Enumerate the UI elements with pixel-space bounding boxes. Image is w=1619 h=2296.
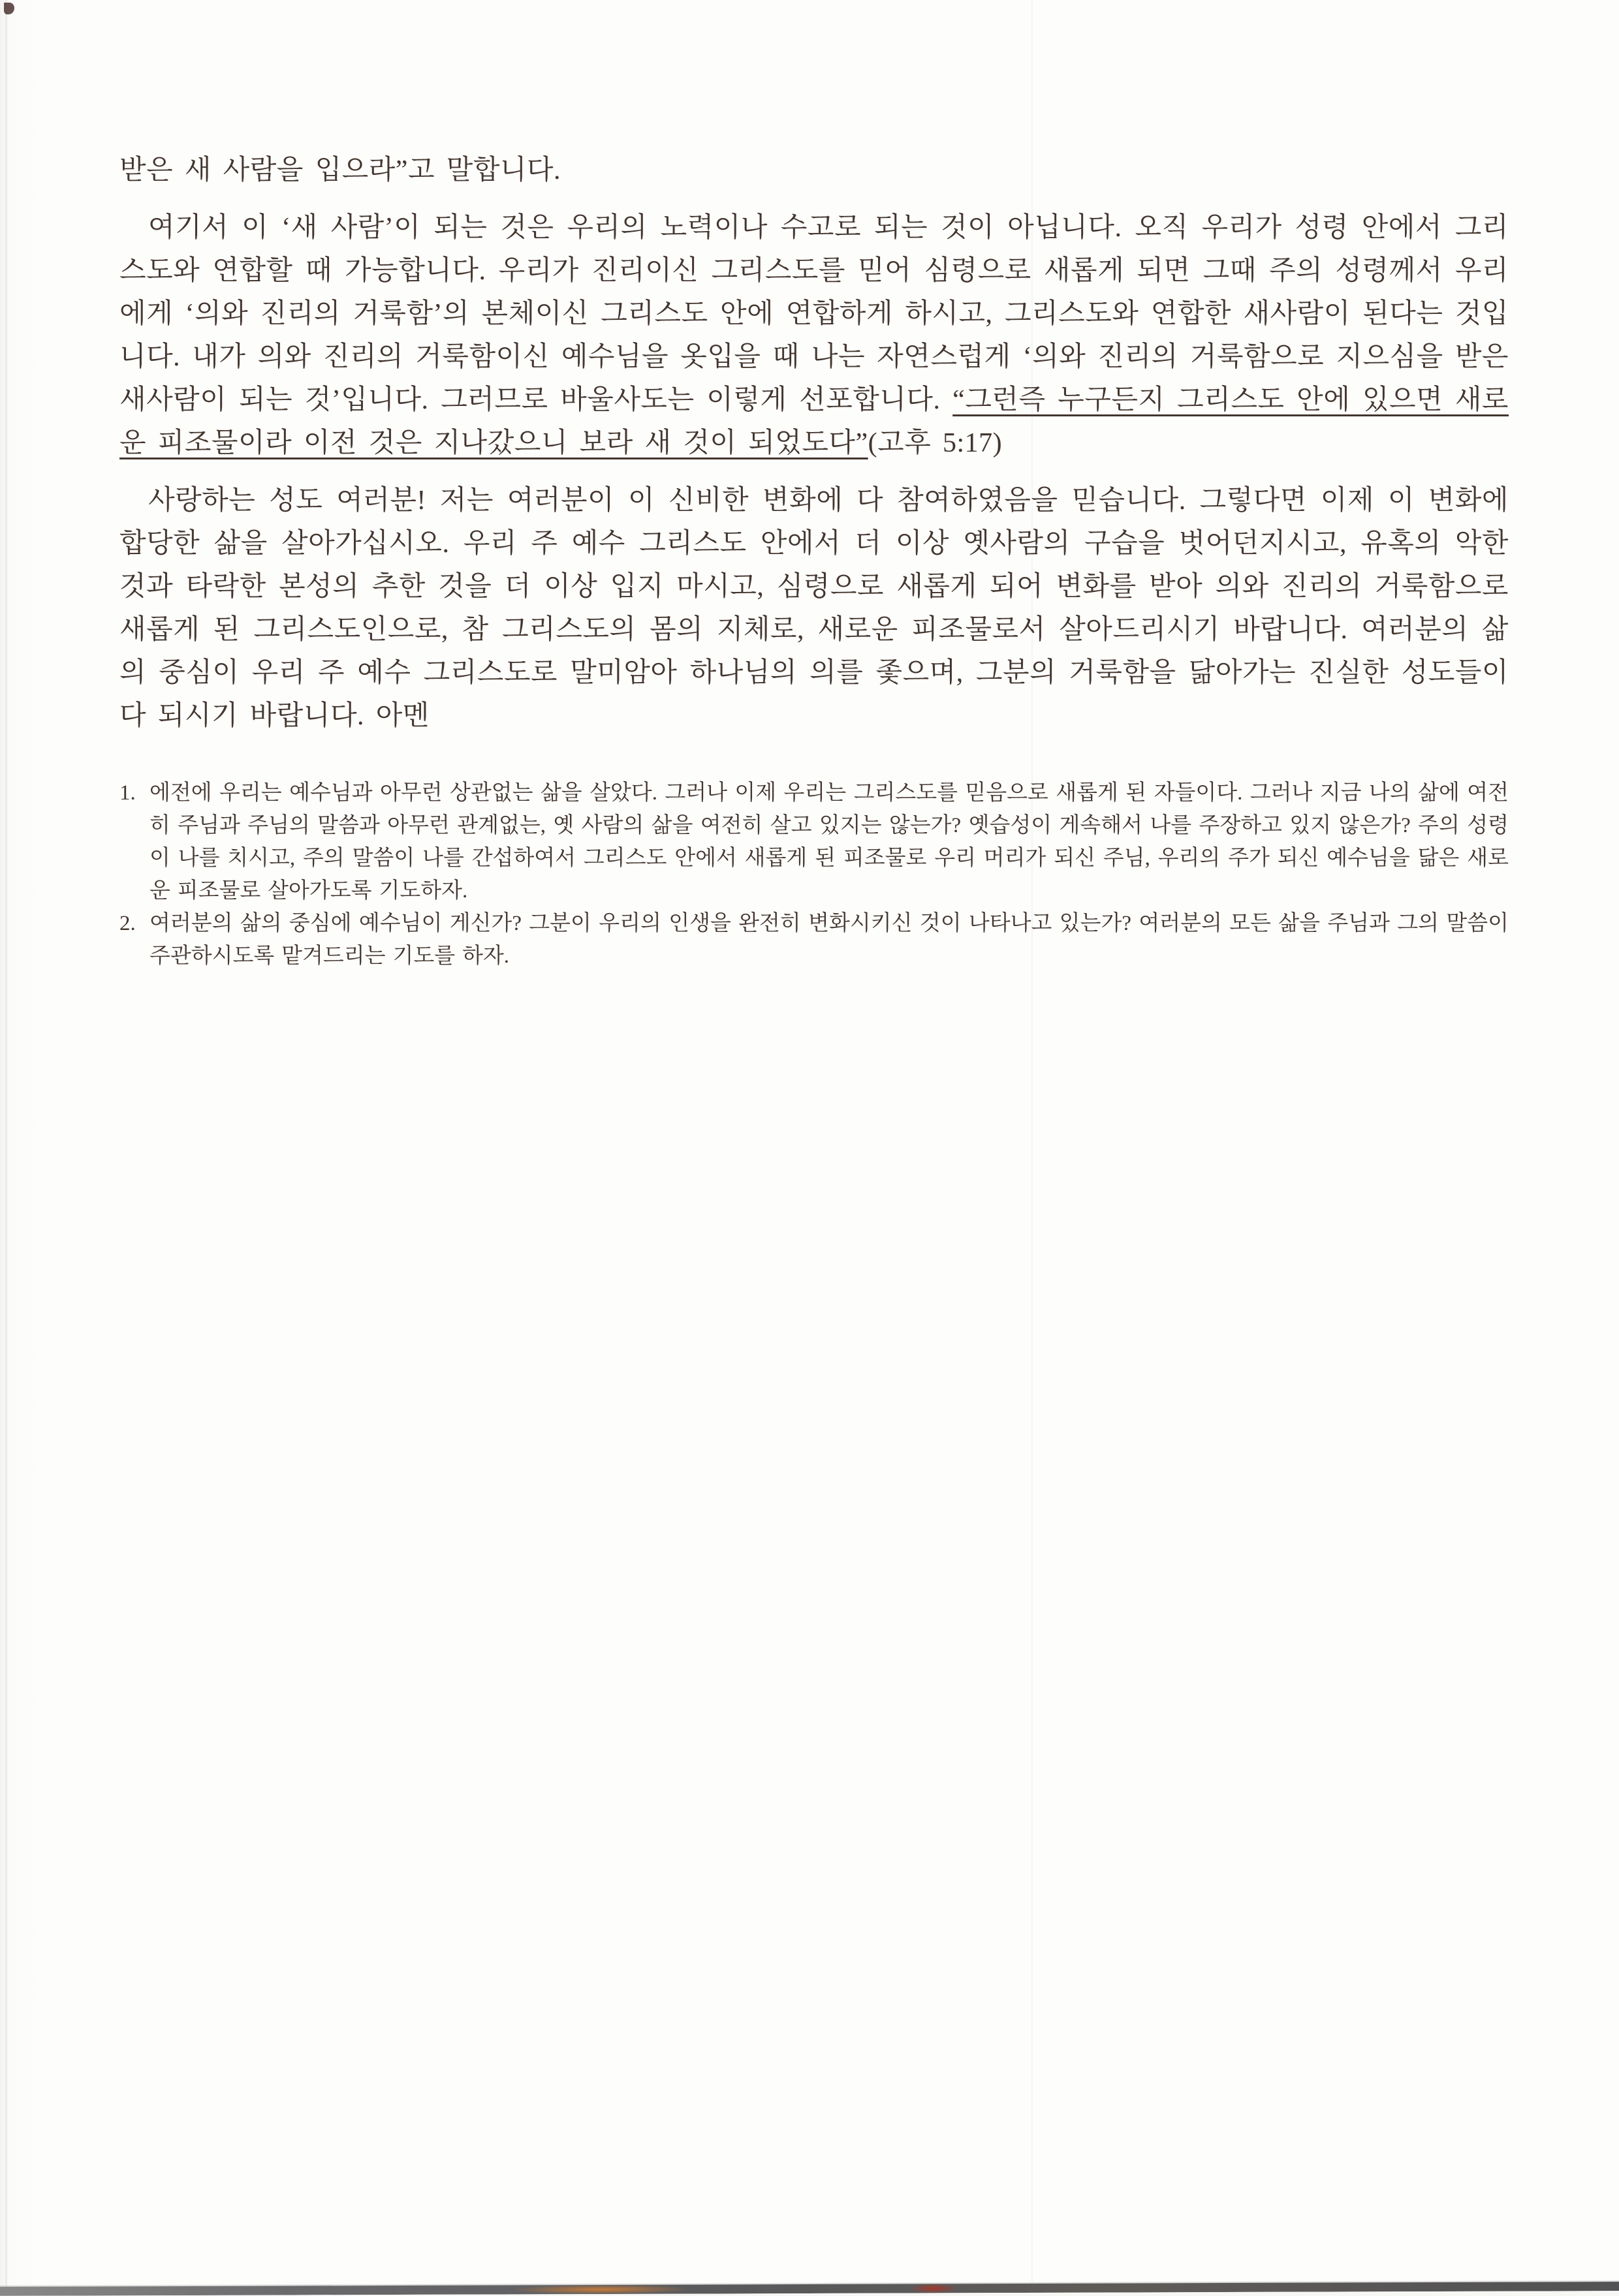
footnote-item-2 — [119, 907, 1509, 972]
scan-bottom-bar — [0, 2282, 1619, 2296]
paragraph-text: 받은 새 사람을 입으라”고 말합니다. — [119, 155, 561, 185]
body-paragraph-2 — [119, 206, 1509, 465]
footnote-list — [119, 777, 1509, 972]
scan-corner-speck — [4, 3, 14, 14]
footnote-number: 2. — [119, 912, 136, 935]
footnote-text: 에전에 우리는 예수님과 아무런 상관없는 삶을 살았다. 그러나 이제 우리는 그리스도를 믿음으로 새롭게 된 자들이다. 그러나 지금 나의 삶에 여전히 주님과 주님의 말씀과 아무런 관계없는, 옛 사람의 삶을 여전히 살고 있지는 않는가? 옛습성이 게속해서 나를 주장하고 있지 않은가? 주의 성령이 나를 치시고, 주의 말씀이 나를 간섭하여서 그리스도 안에서 새롭게 된 피조물로 우리 머리가 되신 주님, 우리의 주가 되신 예수님을 닮은 새로운 피조물로 살아가도록 기도하자. — [149, 781, 1509, 903]
paragraph-text: 여기서 이 ‘새 사람’이 되는 것은 우리의 노력이나 수고로 되는 것이 아닙니다. 오직 우리가 성령 안에서 그리스도와 연합할 때 가능합니다. 우리가 진리이신 그리스도를 믿어 심령으로 새롭게 되면 그때 주의 성령께서 우리에게 ‘의와 진리의 거룩함’의 본체이신 그리스도 안에 연합하게 하시고, 그리스도와 연합한 새사람이 된다는 것입니다. 내가 의와 진리의 거룩함이신 예수님을 옷입을 때 나는 자연스럽게 ‘의와 진리의 거룩함으로 지으심을 받은 새사람이 되는 것’입니다. 그러므로 바울사도는 이렇게 선포합니다. — [119, 213, 1509, 415]
scan-bottom-page-edge — [0, 2274, 1619, 2296]
body-paragraph-3 — [119, 479, 1509, 737]
scan-bottom-red-smudge — [911, 2284, 956, 2293]
sermon-text-block — [119, 149, 1509, 972]
footnote-item-1 — [119, 777, 1509, 907]
paragraph-text: (고후 5:17) — [868, 428, 1003, 458]
paragraph-text: 사랑하는 성도 여러분! 저는 여러분이 이 신비한 변화에 다 참여하였음을 믿습니다. 그렇다면 이제 이 변화에 합당한 삶을 살아가십시오. 우리 주 예수 그리스도 안에서 더 이상 옛사람의 구습을 벗어던지시고, 유혹의 악한 것과 타락한 본성의 추한 것을 더 이상 입지 마시고, 심령으로 새롭게 되어 변화를 받아 의와 진리의 거룩함으로 새롭게 된 그리스도인으로, 참 그리스도의 몸의 지체로, 새로운 피조물로서 살아드리시기 바랍니다. 여러분의 삶의 중심이 우리 주 예수 그리스도로 말미암아 하나님의 의를 좇으며, 그분의 거룩함을 닮아가는 진실한 성도들이 다 되시기 바랍니다. 아멘 — [119, 486, 1509, 731]
body-paragraph-1 — [119, 149, 1509, 192]
scanner-streak-left — [5, 0, 7, 2289]
scan-bottom-orange-smudge — [516, 2285, 685, 2295]
footnote-number: 1. — [119, 781, 136, 805]
footnote-text: 여러분의 삶의 중심에 예수님이 게신가? 그분이 우리의 인생을 완전히 변화시키신 것이 나타나고 있는가? 여러분의 모든 삶을 주님과 그의 말씀이 주관하시도록 맡겨드리는 기도를 하자. — [149, 912, 1509, 968]
underlined-scripture-quote: “그런즉 누구든지 그리스도 안에 있으면 새로운 피조물이라 이전 것은 지나갔으니 보라 새 것이 되었도다” — [119, 385, 1509, 458]
